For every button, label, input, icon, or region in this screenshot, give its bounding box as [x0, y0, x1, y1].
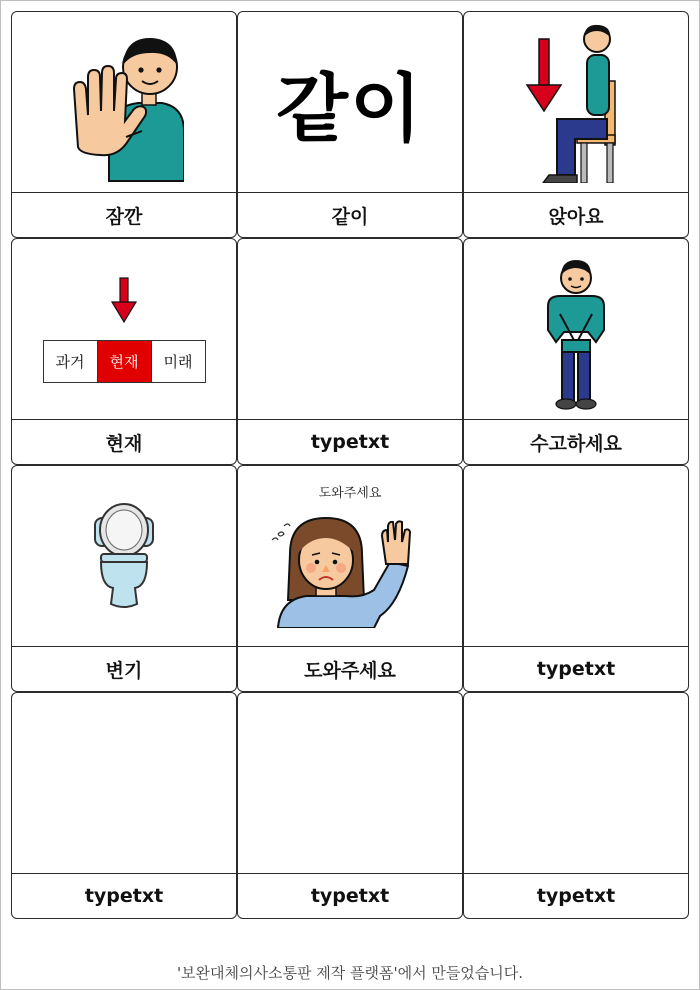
- card-toilet[interactable]: [11, 465, 237, 692]
- sitting-person-icon: [464, 12, 688, 193]
- empty-picture: [464, 693, 688, 874]
- card-label: 같이: [238, 192, 462, 237]
- card-present[interactable]: [11, 238, 237, 465]
- card-label: 도와주세요: [238, 646, 462, 691]
- card-sit[interactable]: [463, 11, 689, 238]
- card-label: 변기: [12, 646, 236, 691]
- word-image-text: 같이: [276, 65, 424, 152]
- timeline-bar: [43, 340, 206, 383]
- card-thanks[interactable]: [463, 238, 689, 465]
- card-wait[interactable]: [11, 11, 237, 238]
- arrow-down-icon: [111, 276, 137, 324]
- empty-picture: [238, 239, 462, 420]
- card-label: typetxt: [464, 873, 688, 918]
- card-label: typetxt: [238, 419, 462, 464]
- card-label: 앉아요: [464, 192, 688, 237]
- card-label: 현재: [12, 419, 236, 464]
- footer-credit: '보완대체의사소통판 제작 플랫폼'에서 만들었습니다.: [176, 964, 524, 982]
- card-label: typetxt: [12, 873, 236, 918]
- timeline-past: 과거: [44, 341, 98, 382]
- card-label: typetxt: [238, 873, 462, 918]
- empty-picture: [238, 693, 462, 874]
- stop-hand-person-icon: [12, 12, 236, 193]
- help-raising-hand-icon: [238, 488, 462, 647]
- card-empty[interactable]: [237, 692, 463, 919]
- card-label: typetxt: [464, 646, 688, 691]
- card-empty[interactable]: [463, 465, 689, 692]
- timeline-present: 현재: [98, 341, 152, 382]
- empty-picture: [12, 693, 236, 874]
- bowing-person-icon: [464, 239, 688, 420]
- word-image: [238, 12, 462, 193]
- card-together[interactable]: [237, 11, 463, 238]
- card-label: 수고하세요: [464, 419, 688, 464]
- card-label: 잠깐: [12, 192, 236, 237]
- toilet-icon: [12, 466, 236, 647]
- card-empty[interactable]: [463, 692, 689, 919]
- card-empty[interactable]: [11, 692, 237, 919]
- timeline-future: 미래: [163, 353, 193, 371]
- card-empty[interactable]: [237, 238, 463, 465]
- timeline-present-icon: [12, 239, 236, 420]
- card-help[interactable]: [237, 465, 463, 692]
- empty-picture: [464, 466, 688, 647]
- communication-board: [11, 11, 689, 919]
- picture-caption: 도와주세요: [318, 486, 382, 501]
